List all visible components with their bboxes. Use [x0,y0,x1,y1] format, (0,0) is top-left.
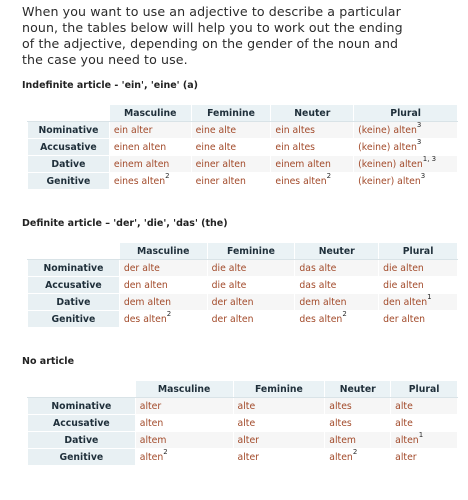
row-header-nominative: Nominative [28,122,110,139]
table-cell [379,311,458,328]
table-cell [271,156,354,173]
cell-text: alten [395,434,419,446]
table-cell [191,122,271,139]
col-header-plural: Plural [391,381,458,398]
cell-text: alte [395,400,413,412]
definite-article-table [27,242,458,328]
table-cell [379,277,458,294]
cell-text: alter [139,400,162,412]
cell-text: den alten [123,279,168,291]
table-cell [207,311,295,328]
cell-text: ein altes [275,141,316,153]
cell-text: altem [329,434,356,446]
cell-text: des alten [123,313,167,325]
row-header-dative: Dative [28,294,120,311]
cell-text: die alte [211,279,247,291]
row-header-accusative: Accusative [28,139,110,156]
table-row [28,260,458,277]
table-row [28,415,458,432]
cell-text: das alte [299,262,337,274]
cell-text: dem alten [123,296,171,308]
corner-cell [28,105,110,122]
cell-text: einer alten [195,175,246,187]
row-header-dative: Dative [28,432,136,449]
table-cell [109,139,191,156]
corner-cell [28,243,120,260]
cell-text: altes [329,400,352,412]
table-cell [191,139,271,156]
cell-text: den alten [383,296,428,308]
indefinite-article-table [27,104,458,190]
intro-line: When you want to use an adjective to describe a particular [22,4,401,19]
table-row [28,277,458,294]
table-cell [295,311,379,328]
cell-text: altem [139,434,167,446]
cell-text: alter [395,451,417,463]
col-header-masculine: Masculine [119,243,207,260]
table-row [28,449,458,466]
footnote-marker: 3 [416,138,422,147]
table-cell [119,277,207,294]
table-cell [295,260,379,277]
footnote-marker: 1 [427,293,432,302]
cell-text: (keine) alten [358,124,417,136]
table-cell [379,294,458,311]
cell-text: alten [139,417,164,429]
footnote-marker: 3 [416,121,422,130]
no-article-section-title: No article [22,356,75,367]
cell-text: des alten [299,313,343,325]
table-cell [233,432,325,449]
cell-text: die alte [211,262,247,274]
cell-text: der alten [211,313,254,325]
cell-text: alte [395,417,413,429]
table-cell [207,277,295,294]
col-header-neuter: Neuter [295,243,379,260]
table-row [28,139,458,156]
cell-text: einem alten [113,158,170,170]
cell-text: eines alten [275,175,327,187]
table-cell [207,260,295,277]
intro-line: the case you need to use. [22,52,188,67]
intro-paragraph [22,4,462,68]
table-cell [271,139,354,156]
footnote-marker: 2 [342,310,347,319]
cell-text: ein alter [113,124,153,136]
cell-text: alten [329,451,353,463]
cell-text: alter [237,434,259,446]
table-cell [109,173,191,190]
cell-text: eine alte [195,124,237,136]
cell-text: der alten [211,296,254,308]
table-cell [354,139,458,156]
no-article-table [27,380,458,466]
footnote-marker: 2 [166,310,172,319]
cell-text: das alte [299,279,337,291]
cell-text: eine alte [195,141,237,153]
footnote-marker: 3 [420,172,426,181]
cell-text: der alte [123,262,160,274]
footnote-marker: 2 [326,172,332,181]
cell-text: ein altes [275,124,316,136]
table-row [28,173,458,190]
table-cell [207,294,295,311]
table-cell [325,398,391,415]
col-header-masculine: Masculine [135,381,233,398]
col-header-feminine: Feminine [207,243,295,260]
cell-text: die alten [383,279,424,291]
table-cell [325,415,391,432]
table-cell [295,277,379,294]
cell-text: eines alten [113,175,166,187]
intro-line: of the adjective, depending on the gender of the noun and [22,36,399,51]
table-cell [325,432,391,449]
table-cell [391,398,458,415]
cell-text: (keiner) alten [358,175,421,187]
table-row [28,311,458,328]
table-cell [109,156,191,173]
cell-text: alten [139,451,164,463]
col-header-feminine: Feminine [233,381,325,398]
table-row [28,398,458,415]
table-row [28,122,458,139]
table-cell [391,432,458,449]
table-cell [354,156,458,173]
col-header-neuter: Neuter [325,381,391,398]
table-cell [119,260,207,277]
row-header-genitive: Genitive [28,173,110,190]
table-row [28,432,458,449]
table-cell [271,173,354,190]
col-header-plural: Plural [379,243,458,260]
table-cell [135,449,233,466]
col-header-feminine: Feminine [191,105,271,122]
cell-text: (keinen) alten [358,158,423,170]
corner-cell [28,381,136,398]
table-cell [119,294,207,311]
cell-text: (keine) alten [358,141,417,153]
table-row [28,156,458,173]
cell-text: dem alten [299,296,347,308]
row-header-accusative: Accusative [28,415,136,432]
footnote-marker: 2 [163,448,168,457]
cell-text: einen alten [113,141,167,153]
cell-text: einem alten [275,158,331,170]
table-cell [391,415,458,432]
intro-line: noun, the tables below will help you to work out the ending [22,20,403,35]
cell-text: alte [237,417,256,429]
table-cell [354,122,458,139]
table-cell [135,432,233,449]
table-cell [191,173,271,190]
indefinite-section-title: Indefinite article - 'ein', 'eine' (a) [22,80,198,91]
row-header-nominative: Nominative [28,260,120,277]
footnote-marker: 2 [352,448,358,457]
table-cell [233,415,325,432]
table-cell [233,398,325,415]
cell-text: alter [237,451,259,463]
table-cell [233,449,325,466]
row-header-genitive: Genitive [28,311,120,328]
cell-text: der alten [383,313,426,325]
table-cell [191,156,271,173]
table-cell [391,449,458,466]
table-cell [271,122,354,139]
table-cell [135,415,233,432]
table-cell [135,398,233,415]
row-header-genitive: Genitive [28,449,136,466]
footnote-marker: 1, 3 [422,155,437,164]
col-header-plural: Plural [354,105,458,122]
footnote-marker: 2 [165,172,170,181]
table-cell [354,173,458,190]
row-header-nominative: Nominative [28,398,136,415]
table-row [28,294,458,311]
cell-text: altes [329,417,352,429]
table-cell [295,294,379,311]
row-header-dative: Dative [28,156,110,173]
table-cell [109,122,191,139]
cell-text: alte [237,400,256,412]
table-cell [325,449,391,466]
cell-text: einer alten [195,158,246,170]
footnote-marker: 1 [418,431,424,440]
cell-text: die alten [383,262,424,274]
definite-section-title: Definite article – 'der', 'die', 'das' (the) [22,218,228,229]
col-header-neuter: Neuter [271,105,354,122]
row-header-accusative: Accusative [28,277,120,294]
col-header-masculine: Masculine [109,105,191,122]
table-cell [379,260,458,277]
table-cell [119,311,207,328]
